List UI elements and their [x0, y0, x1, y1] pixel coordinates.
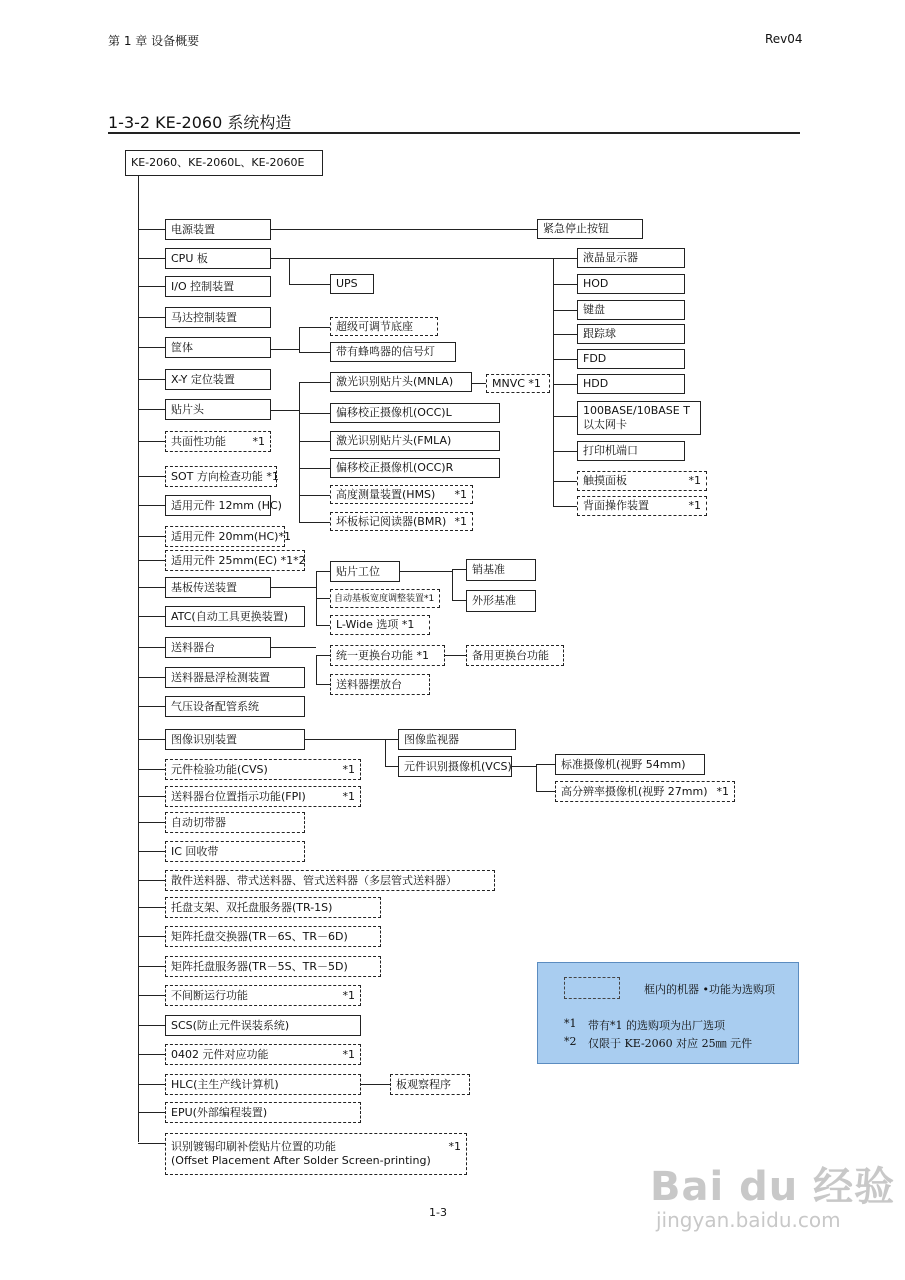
- legend-note1: 带有*1 的选购项为出厂选项: [588, 1019, 725, 1032]
- main-item-label: 适用元件 25mm(EC) *1*2: [171, 553, 306, 567]
- main-item: [165, 526, 291, 547]
- bmr-asterisk: *1: [454, 514, 467, 528]
- connector-line: [289, 284, 330, 285]
- connector-line: [299, 327, 330, 328]
- page-number: 1-3: [429, 1206, 447, 1219]
- trunk-branch-line: [138, 536, 165, 537]
- connector-line: [553, 416, 577, 417]
- main-item: [165, 1102, 361, 1123]
- main-item-label: 送料器悬浮检测装置: [171, 670, 270, 684]
- main-item: [165, 667, 305, 688]
- hires-camera-box: [555, 781, 735, 802]
- ethernet-line1: 100BASE/10BASE T: [583, 404, 690, 417]
- hms-asterisk: *1: [454, 487, 467, 501]
- connector-line: [452, 569, 453, 601]
- main-item: [165, 926, 381, 947]
- signal-light-box: 带有蜂鸣器的信号灯: [330, 342, 456, 362]
- main-item: [165, 897, 381, 918]
- main-item-label: 适用元件 12mm (HC): [171, 498, 282, 512]
- main-item: [165, 219, 271, 240]
- connector-line: [553, 284, 577, 285]
- connector-line: [316, 655, 317, 684]
- main-trunk-line: [138, 176, 139, 1142]
- main-item-label: CPU 板: [171, 251, 208, 265]
- touch-panel-box: [577, 471, 707, 491]
- main-item: [165, 696, 305, 717]
- trackball-box: 跟踪球: [577, 324, 685, 344]
- connector-line: [299, 522, 330, 523]
- trunk-branch-line: [138, 677, 165, 678]
- main-item: [165, 399, 271, 420]
- main-item: [165, 786, 361, 807]
- main-item: [165, 985, 361, 1006]
- connector-line: [271, 229, 537, 230]
- main-item-label: 自动切带器: [171, 815, 226, 829]
- rear-operation-asterisk: *1: [688, 499, 701, 512]
- main-item-label: IC 回收带: [171, 844, 219, 858]
- connector-line: [553, 451, 577, 452]
- connector-line: [536, 791, 555, 792]
- trunk-branch-line: [138, 880, 165, 881]
- trunk-branch-line: [138, 560, 165, 561]
- outline-reference-box: 外形基准: [466, 590, 536, 612]
- occ-r-box: 偏移校正摄像机(OCC)R: [330, 458, 500, 478]
- connector-line: [452, 600, 466, 601]
- main-item-label: ATC(自动工具更换装置): [171, 609, 289, 623]
- connector-line: [299, 352, 330, 353]
- connector-line: [289, 258, 290, 284]
- trunk-branch-line: [138, 229, 165, 230]
- connector-line: [553, 334, 577, 335]
- main-item-label: 元件检验功能(CVS): [171, 762, 268, 776]
- main-item: [165, 870, 495, 891]
- main-item: [165, 550, 305, 571]
- connector-line: [553, 359, 577, 360]
- trunk-branch-line: [138, 1143, 165, 1144]
- head-mnla-box: 激光识别贴片头(MNLA): [330, 372, 472, 392]
- connector-line: [271, 647, 316, 648]
- section-title: 1-3-2 KE-2060 系统构造: [108, 113, 292, 132]
- trunk-branch-line: [138, 347, 165, 348]
- connector-line: [553, 258, 554, 506]
- connector-line: [299, 327, 300, 352]
- main-item: [165, 577, 271, 598]
- main-item: [165, 812, 305, 833]
- main-item: [165, 1074, 361, 1095]
- main-item: [165, 729, 305, 750]
- main-item-asterisk: *1: [342, 789, 355, 803]
- connector-line: [271, 349, 299, 350]
- trunk-branch-line: [138, 822, 165, 823]
- rear-operation-box: [577, 496, 707, 516]
- touch-panel-asterisk: *1: [688, 474, 701, 487]
- main-item-asterisk: *1: [342, 1047, 355, 1061]
- main-item-label: HLC(主生产线计算机): [171, 1077, 279, 1091]
- main-item-label: 适用元件 20mm(HC)*1: [171, 529, 291, 543]
- connector-line: [299, 495, 330, 496]
- trunk-branch-line: [138, 907, 165, 908]
- hod-box: HOD: [577, 274, 685, 294]
- root-model-box: KE-2060、KE-2060L、KE-2060E: [125, 150, 323, 176]
- main-item: [165, 431, 271, 452]
- main-item: [165, 307, 271, 328]
- hms-label: 高度测量装置(HMS): [336, 487, 436, 501]
- trunk-branch-line: [138, 796, 165, 797]
- main-item-label: 筐体: [171, 340, 193, 354]
- connector-line: [299, 413, 330, 414]
- connector-line: [271, 587, 316, 588]
- main-item-label: 贴片头: [171, 402, 204, 416]
- ethernet-line2: 以太网卡: [583, 418, 627, 431]
- main-item-label: 不间断运行功能: [171, 988, 248, 1002]
- trunk-branch-line: [138, 1084, 165, 1085]
- main-item-label: I/O 控制装置: [171, 279, 235, 293]
- lcd-monitor-box: 液晶显示器: [577, 248, 685, 268]
- l-wide-option-box: L-Wide 选项 *1: [330, 615, 430, 635]
- super-adjustable-base-box: 超级可调节底座: [330, 317, 438, 336]
- main-item: [165, 637, 271, 658]
- board-viewer-box: 板观察程序: [390, 1074, 470, 1095]
- connector-line: [316, 571, 330, 572]
- connector-line: [271, 258, 577, 259]
- trunk-branch-line: [138, 286, 165, 287]
- main-item-label: 基板传送装置: [171, 580, 237, 594]
- legend-note2: 仅限于 KE-2060 对应 25㎜ 元件: [588, 1037, 753, 1050]
- main-item-asterisk: *1: [342, 988, 355, 1002]
- trunk-branch-line: [138, 587, 165, 588]
- trunk-branch-line: [138, 647, 165, 648]
- main-item-label: 托盘支架、双托盘服务器(TR-1S): [171, 900, 333, 914]
- rear-operation-label: 背面操作装置: [583, 499, 649, 512]
- connector-line: [400, 571, 452, 572]
- legend-box: [537, 962, 799, 1064]
- connector-line: [361, 1084, 390, 1085]
- main-item-label: SOT 方向检查功能 *1: [171, 469, 279, 483]
- emergency-stop-box: 紧急停止按钮: [537, 219, 643, 239]
- watermark-logo: Bai du 经验: [650, 1164, 896, 1210]
- main-item-label: 送料器台位置指示功能(FPI): [171, 789, 306, 803]
- bmr-label: 坏板标记阅读器(BMR): [336, 514, 447, 528]
- legend-dashed-sample: [564, 977, 620, 999]
- main-item-label: 马达控制装置: [171, 310, 237, 324]
- main-item-label: EPU(外部编程装置): [171, 1105, 268, 1119]
- main-item-label: SCS(防止元件误装系统): [171, 1018, 290, 1032]
- trunk-branch-line: [138, 441, 165, 442]
- trunk-branch-line: [138, 379, 165, 380]
- main-item: [165, 759, 361, 780]
- main-item-label: 共面性功能: [171, 434, 226, 448]
- connector-line: [316, 598, 330, 599]
- vcs-camera-box: 元件识别摄像机(VCS): [398, 756, 512, 777]
- main-item-asterisk: *1: [342, 762, 355, 776]
- hms-box: [330, 485, 473, 504]
- main-item: [165, 956, 381, 977]
- auto-width-adjust-box: 自动基板宽度调整装置*1: [330, 589, 440, 608]
- main-item-label: 散件送料器、带式送料器、管式送料器（多层管式送料器）: [171, 873, 457, 887]
- main-item-label: 矩阵托盘服务器(TR－5S、TR－5D): [171, 959, 348, 973]
- main-item: [165, 1015, 361, 1036]
- standard-camera-box: 标准摄像机(视野 54mm): [555, 754, 705, 775]
- occ-l-box: 偏移校正摄像机(OCC)L: [330, 403, 500, 423]
- main-item: [165, 248, 271, 269]
- connector-line: [385, 766, 398, 767]
- placement-station-box: 贴片工位: [330, 561, 400, 582]
- trunk-branch-line: [138, 1054, 165, 1055]
- connector-line: [472, 383, 486, 384]
- main-item-label: 气压设备配管系统: [171, 699, 259, 713]
- connector-line: [512, 766, 536, 767]
- connector-line: [445, 655, 466, 656]
- main-item: [165, 1044, 361, 1065]
- head-fmla-box: 激光识别贴片头(FMLA): [330, 431, 500, 451]
- connector-line: [536, 764, 555, 765]
- main-item: [165, 369, 271, 390]
- hires-camera-label: 高分辨率摄像机(视野 27mm): [561, 784, 708, 798]
- connector-line: [452, 569, 466, 570]
- legend-note1-mark: *1: [564, 1017, 577, 1030]
- keyboard-box: 键盘: [577, 300, 685, 320]
- connector-line: [553, 481, 577, 482]
- connector-line: [316, 655, 330, 656]
- connector-line: [553, 384, 577, 385]
- mnvc-box: MNVC *1: [486, 374, 550, 393]
- connector-line: [299, 382, 300, 522]
- watermark-url: jingyan.baidu.com: [656, 1208, 841, 1232]
- connector-line: [385, 739, 398, 740]
- main-item-label: 电源装置: [171, 222, 215, 236]
- connector-line: [299, 382, 330, 383]
- main-item-asterisk: *1: [448, 1140, 461, 1153]
- main-item: [165, 495, 282, 516]
- title-underline: [108, 132, 800, 134]
- spare-bank-box: 备用更换台功能: [466, 645, 564, 666]
- main-item-label: 矩阵托盘交换器(TR－6S、TR－6D): [171, 929, 348, 943]
- connector-line: [536, 764, 537, 791]
- main-item-label: 0402 元件对应功能: [171, 1047, 269, 1061]
- main-item-asterisk: *1: [252, 434, 265, 448]
- trunk-branch-line: [138, 317, 165, 318]
- feeder-stand-box: 送料器摆放台: [330, 674, 430, 695]
- main-item: [165, 1133, 467, 1175]
- main-item: [165, 337, 271, 358]
- connector-line: [316, 625, 330, 626]
- image-monitor-box: 图像监视器: [398, 729, 516, 750]
- chapter-header: 第 1 章 设备概要: [108, 34, 200, 48]
- trunk-branch-line: [138, 476, 165, 477]
- pin-reference-box: 销基准: [466, 559, 536, 581]
- trunk-branch-line: [138, 1025, 165, 1026]
- revision-label: Rev04: [765, 32, 803, 46]
- trunk-branch-line: [138, 616, 165, 617]
- ups-box: UPS: [330, 274, 374, 294]
- trunk-branch-line: [138, 739, 165, 740]
- connector-line: [553, 506, 577, 507]
- main-item: [165, 276, 271, 297]
- trunk-branch-line: [138, 409, 165, 410]
- printer-port-box: 打印机端口: [577, 441, 685, 461]
- main-item-subtitle: (Offset Placement After Solder Screen-printing): [171, 1154, 431, 1167]
- trunk-branch-line: [138, 995, 165, 996]
- connector-line: [305, 739, 385, 740]
- connector-line: [271, 410, 299, 411]
- bank-exchange-box: 统一更换台功能 *1: [330, 645, 445, 666]
- legend-note2-mark: *2: [564, 1035, 577, 1048]
- trunk-branch-line: [138, 936, 165, 937]
- main-item: [165, 466, 277, 487]
- trunk-branch-line: [138, 769, 165, 770]
- trunk-branch-line: [138, 505, 165, 506]
- main-item-label: 识别镀锡印刷补偿贴片位置的功能: [171, 1140, 336, 1153]
- trunk-branch-line: [138, 851, 165, 852]
- hdd-box: HDD: [577, 374, 685, 394]
- hires-camera-asterisk: *1: [716, 784, 729, 798]
- ethernet-card-box: [577, 401, 701, 435]
- main-item-label: X-Y 定位装置: [171, 372, 235, 386]
- trunk-branch-line: [138, 706, 165, 707]
- main-item: [165, 841, 305, 862]
- connector-line: [385, 739, 386, 766]
- trunk-branch-line: [138, 1112, 165, 1113]
- connector-line: [553, 310, 577, 311]
- legend-sample-label: 框内的机器 •功能为选购项: [644, 983, 775, 996]
- main-item: [165, 606, 305, 627]
- main-item-label: 送料器台: [171, 640, 215, 654]
- fdd-box: FDD: [577, 349, 685, 369]
- touch-panel-label: 触摸面板: [583, 474, 627, 487]
- bmr-box: [330, 512, 473, 531]
- main-item-label: 图像识别装置: [171, 732, 237, 746]
- trunk-branch-line: [138, 258, 165, 259]
- connector-line: [316, 684, 330, 685]
- connector-line: [299, 468, 330, 469]
- trunk-branch-line: [138, 966, 165, 967]
- connector-line: [299, 441, 330, 442]
